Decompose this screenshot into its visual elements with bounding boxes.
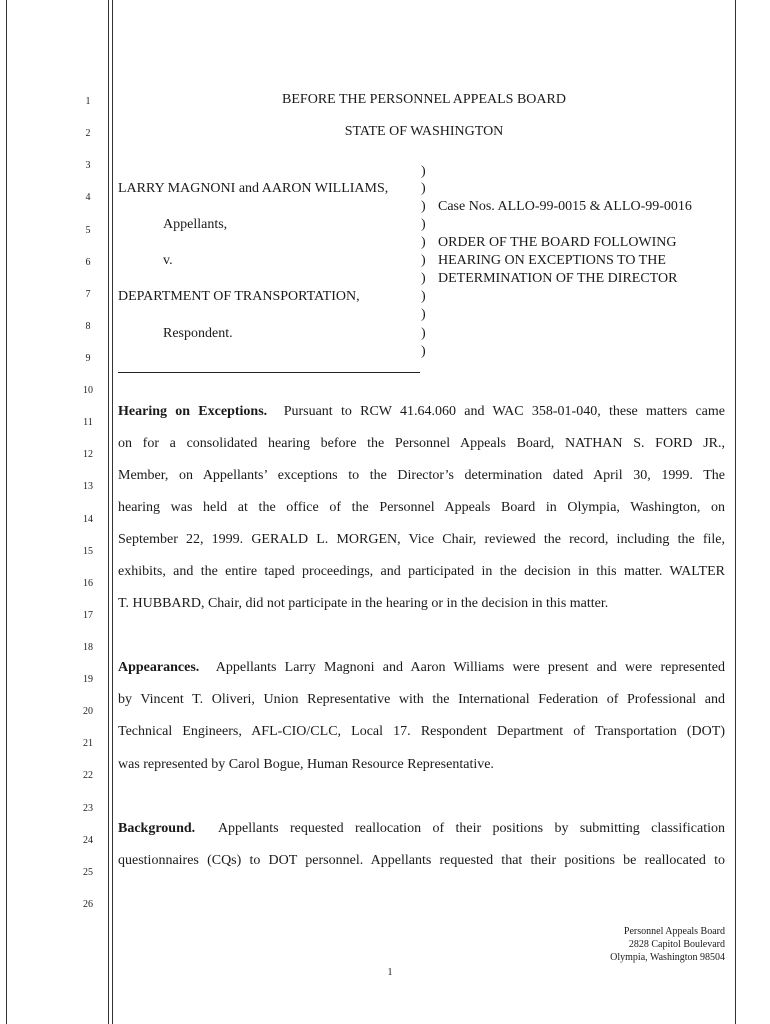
line-number: 13 bbox=[83, 481, 93, 492]
line-number: 21 bbox=[83, 738, 93, 749]
line-number: 18 bbox=[83, 642, 93, 653]
footer-org: Personnel Appeals Board bbox=[623, 926, 725, 937]
line-number: 1 bbox=[85, 96, 91, 107]
line-number: 2 bbox=[85, 128, 91, 139]
line-number-rule-inner bbox=[112, 0, 113, 1024]
line-number: 6 bbox=[85, 257, 91, 268]
section-heading: Background. bbox=[118, 821, 196, 836]
line-number: 5 bbox=[85, 225, 91, 236]
paragraph-line: exhibits, and the entire taped proceedings, and participated in the decision in this matter. WALTER bbox=[118, 564, 725, 579]
section-heading: Appearances. bbox=[118, 660, 200, 675]
paragraph-line: hearing was held at the office of the Personnel Appeals Board in Olympia, Washington, on bbox=[118, 500, 725, 515]
line-number: 9 bbox=[85, 353, 91, 364]
versus: v. bbox=[163, 253, 173, 268]
left-margin-rule bbox=[6, 0, 7, 1024]
document-title: BEFORE THE PERSONNEL APPEALS BOARD bbox=[282, 92, 566, 107]
line-number: 19 bbox=[83, 674, 93, 685]
paren: ) bbox=[421, 271, 426, 286]
paragraph-line: Hearing on Exceptions. Pursuant to RCW 41.64.060 and WAC 358-01-040, these matters came bbox=[118, 404, 725, 419]
line-number: 3 bbox=[85, 160, 91, 171]
paren: ) bbox=[421, 253, 426, 268]
line-number: 25 bbox=[83, 867, 93, 878]
paragraph-line: Background. Appellants requested reallocation of their positions by submitting classification bbox=[118, 821, 726, 836]
line-number: 15 bbox=[83, 546, 93, 557]
paren: ) bbox=[421, 326, 426, 341]
paren: ) bbox=[421, 307, 426, 322]
line-number: 10 bbox=[83, 385, 93, 396]
paragraph-line: T. HUBBARD, Chair, did not participate in the hearing or in the decision in this matter. bbox=[118, 596, 609, 611]
order-title-line: ORDER OF THE BOARD FOLLOWING bbox=[438, 235, 677, 250]
paragraph-line: Appearances. Appellants Larry Magnoni and Aaron Williams were present and were represented bbox=[118, 660, 726, 675]
paren: ) bbox=[421, 199, 426, 214]
section-heading: Hearing on Exceptions. bbox=[118, 404, 268, 419]
line-number: 16 bbox=[83, 578, 93, 589]
line-number: 17 bbox=[83, 610, 93, 621]
paragraph-line: questionnaires (CQs) to DOT personnel. Appellants requested that their positions be reallocated to bbox=[118, 853, 725, 868]
respondent-name: DEPARTMENT OF TRANSPORTATION, bbox=[118, 289, 360, 304]
respondent-label: Respondent. bbox=[163, 326, 233, 341]
line-number: 26 bbox=[83, 899, 93, 910]
appellants-names: LARRY MAGNONI and AARON WILLIAMS, bbox=[118, 181, 389, 196]
footer-street: 2828 Capitol Boulevard bbox=[628, 939, 725, 950]
footer-city: Olympia, Washington 98504 bbox=[610, 952, 725, 963]
line-number: 24 bbox=[83, 835, 93, 846]
line-number: 22 bbox=[83, 770, 93, 781]
order-title-line: DETERMINATION OF THE DIRECTOR bbox=[438, 271, 678, 286]
line-number: 11 bbox=[83, 417, 93, 428]
line-number: 7 bbox=[85, 289, 91, 300]
paren: ) bbox=[421, 164, 426, 179]
paren: ) bbox=[421, 289, 426, 304]
paren: ) bbox=[421, 344, 426, 359]
paragraph-line: Member, on Appellants’ exceptions to the Director’s determination dated April 30, 1999. The bbox=[118, 468, 725, 483]
line-number: 23 bbox=[83, 803, 93, 814]
line-number: 4 bbox=[85, 192, 91, 203]
appellants-label: Appellants, bbox=[163, 217, 228, 232]
paren: ) bbox=[421, 181, 426, 196]
paragraph-line: by Vincent T. Oliveri, Union Representative with the International Federation of Professional and bbox=[118, 692, 725, 707]
line-number: 14 bbox=[83, 514, 93, 525]
line-number: 12 bbox=[83, 449, 93, 460]
line-number-rule-outer bbox=[108, 0, 109, 1024]
paragraph-line: September 22, 1999. GERALD L. MORGEN, Vice Chair, reviewed the record, including the file, bbox=[118, 532, 725, 547]
right-margin-rule bbox=[735, 0, 736, 1024]
caption-underline bbox=[118, 372, 420, 373]
document-subtitle: STATE OF WASHINGTON bbox=[344, 124, 504, 139]
paragraph-line: was represented by Carol Bogue, Human Resource Representative. bbox=[118, 757, 494, 772]
paragraph-line: Technical Engineers, AFL-CIO/CLC, Local 17. Respondent Department of Transportation (DOT) bbox=[118, 724, 725, 739]
page-number: 1 bbox=[387, 967, 393, 978]
order-title-line: HEARING ON EXCEPTIONS TO THE bbox=[438, 253, 666, 268]
line-number: 8 bbox=[85, 321, 91, 332]
paren: ) bbox=[421, 217, 426, 232]
case-numbers: Case Nos. ALLO-99-0015 & ALLO-99-0016 bbox=[438, 199, 692, 214]
paren: ) bbox=[421, 235, 426, 250]
line-number: 20 bbox=[83, 706, 93, 717]
paragraph-line: on for a consolidated hearing before the Personnel Appeals Board, NATHAN S. FORD JR., bbox=[118, 436, 725, 451]
footer-address bbox=[610, 925, 725, 964]
